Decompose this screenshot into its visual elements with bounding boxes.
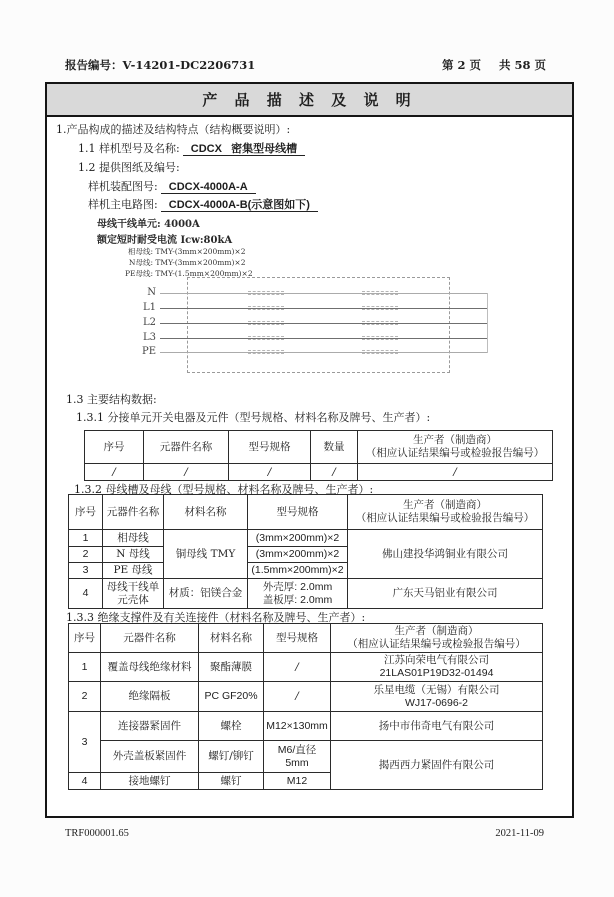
cell-name: PE 母线 xyxy=(103,563,164,579)
footer-date: 2021-11-09 xyxy=(495,828,544,839)
cell-producer xyxy=(331,653,543,682)
table-row xyxy=(69,653,543,682)
section131-heading: 1.3.1 分接单元开关电器及元件（型号规格、材料名称及牌号、生产者）: xyxy=(76,411,431,424)
col-header-seq: 序号 xyxy=(69,495,103,530)
col-header-material: 材料名称 xyxy=(164,495,248,530)
cell-material: 螺栓 xyxy=(199,712,264,741)
spec-n-bus-label: N母线: xyxy=(128,258,153,267)
bus-joint-mark xyxy=(248,306,284,310)
circuit-drawing-value: CDCX-4000A-B(示意图如下) xyxy=(161,199,318,212)
cell-seq: / xyxy=(85,464,144,481)
item-1-1-value: CDCX 密集型母线槽 xyxy=(183,143,305,156)
table-switch-components xyxy=(84,430,553,481)
item-1-1 xyxy=(78,140,305,156)
assembly-drawing xyxy=(88,178,256,194)
producer-header-line2: （相应认证结果编号或检验报告编号） xyxy=(347,638,526,650)
spec-pe-bus-value: TMY-(1.5mm×200mm)×2 xyxy=(155,269,253,278)
cell-seq: 2 xyxy=(69,682,101,712)
table-insulation-fasteners xyxy=(68,623,543,790)
cell-seq: 3 xyxy=(69,563,103,579)
cell-name: 覆盖母线绝缘材料 xyxy=(101,653,199,682)
section133-heading: 1.3.3 绝缘支撑件及有关连接件（材料名称及牌号、生产者）: xyxy=(66,611,366,624)
cell-producer: 扬中市伟奇电气有限公司 xyxy=(331,712,543,741)
producer-cert-no: WJ17-0696-2 xyxy=(404,696,469,709)
cell-material: 螺钉/铆钉 xyxy=(199,741,264,773)
circuit-drawing xyxy=(88,196,318,212)
cell-model: / xyxy=(229,464,311,481)
col-header-seq: 序号 xyxy=(85,431,144,464)
bus-joint-mark xyxy=(362,350,398,354)
cell-producer xyxy=(331,682,543,712)
cell-seq: 1 xyxy=(69,653,101,682)
spec-phase-bus-label: 相母线: xyxy=(127,247,153,256)
cell-material-merged: 铜母线 TMY xyxy=(164,530,248,579)
cell-model: M6/直径 5mm xyxy=(264,741,331,773)
bus-joint-mark xyxy=(362,321,398,325)
cell-model: (1.5mm×200mm)×2 xyxy=(248,563,348,579)
bus-label-l3: L3 xyxy=(142,332,156,343)
item-1-2-label: 1.2 提供图纸及编号: xyxy=(78,161,180,174)
bus-joint-mark xyxy=(362,336,398,340)
assembly-drawing-value: CDCX-4000A-A xyxy=(161,181,256,194)
table-row xyxy=(69,624,543,653)
bus-joint-mark xyxy=(248,350,284,354)
col-header-producer xyxy=(348,495,543,530)
spec-n-bus xyxy=(95,257,245,268)
spec-phase-bus-value: TMY-(3mm×200mm)×2 xyxy=(155,247,246,256)
col-header-name: 元器件名称 xyxy=(101,624,199,653)
cell-name: 连接器紧固件 xyxy=(101,712,199,741)
producer-name: 乐星电缆（无锡）有限公司 xyxy=(373,683,500,696)
col-header-material: 材料名称 xyxy=(199,624,264,653)
cell-model: (3mm×200mm)×2 xyxy=(248,547,348,563)
cover-thickness: 盖板厚: 2.0mm xyxy=(262,593,333,606)
cell-seq: 4 xyxy=(69,579,103,609)
producer-cert-no: 21LAS01P19D32-01494 xyxy=(379,667,494,679)
producer-header-line1: 生产者（制造商） xyxy=(403,499,487,511)
shell-thickness: 外壳厚: 2.0mm xyxy=(262,580,333,593)
report-number: 报告编号：V-14201-DC2206731 xyxy=(65,58,256,72)
bus-joint-mark xyxy=(362,291,398,295)
bus-joint-mark xyxy=(362,306,398,310)
bus-label-n: N xyxy=(147,287,156,298)
footer-form-number: TRF000001.65 xyxy=(65,828,129,839)
cell-material: 螺钉 xyxy=(199,773,264,790)
cell-name: 母线干线单元壳体 xyxy=(103,579,164,609)
table-row xyxy=(69,741,543,773)
table-row xyxy=(69,530,543,547)
circuit-drawing-label: 样机主电路图: xyxy=(88,198,158,211)
producer-header-line1: 生产者（制造商） xyxy=(394,625,479,637)
bus-conductor-l1 xyxy=(160,308,487,309)
page-indicator xyxy=(442,57,546,73)
bus-end-connector-line xyxy=(487,293,488,353)
table-row xyxy=(69,495,543,530)
table-row xyxy=(69,712,543,741)
cell-producer: / xyxy=(358,464,553,481)
col-header-seq: 序号 xyxy=(69,624,101,653)
spec-icw-rating: 额定短时耐受电流 Icw:80kA xyxy=(97,235,233,246)
table-row xyxy=(85,464,553,481)
spec-pe-bus-label: PE母线: xyxy=(124,269,153,278)
bus-label-l2: L2 xyxy=(142,317,156,328)
col-header-qty: 数量 xyxy=(311,431,358,464)
producer-header-line1: 生产者（制造商） xyxy=(413,434,497,446)
cell-seq: 4 xyxy=(69,773,101,790)
cell-model: M12×130mm xyxy=(264,712,331,741)
cell-name: 相母线 xyxy=(103,530,164,547)
cell-seq: 2 xyxy=(69,547,103,563)
bus-joint-mark xyxy=(248,336,284,340)
cell-name: / xyxy=(144,464,229,481)
cell-name: 接地螺钉 xyxy=(101,773,199,790)
assembly-drawing-label: 样机装配图号: xyxy=(88,180,158,193)
page-title: 产 品 描 述 及 说 明 xyxy=(45,82,574,117)
col-header-producer xyxy=(358,431,553,464)
cell-producer-merged: 佛山建投华鸿铜业有限公司 xyxy=(348,530,543,579)
table-row xyxy=(69,579,543,609)
busway-unit-outline xyxy=(187,277,450,373)
section13-heading: 1.3 主要结构数据: xyxy=(66,393,157,406)
col-header-producer xyxy=(331,624,543,653)
cell-material: 材质：铝镁合金 xyxy=(164,579,248,609)
cell-qty: / xyxy=(311,464,358,481)
cell-model: (3mm×200mm)×2 xyxy=(248,530,348,547)
col-header-model: 型号规格 xyxy=(264,624,331,653)
bus-conductor-pe xyxy=(160,352,487,353)
cell-model: / xyxy=(264,682,331,712)
spec-unit-rating: 母线干线单元: 4000A xyxy=(97,219,200,230)
page-current: 第 2 页 xyxy=(441,58,481,72)
cell-model: / xyxy=(264,653,331,682)
section132-heading: 1.3.2 母线槽及母线（型号规格、材料名称及牌号、生产者）: xyxy=(74,483,374,496)
bus-joint-mark xyxy=(248,321,284,325)
spec-n-bus-value: TMY-(3mm×200mm)×2 xyxy=(155,258,246,267)
cell-material: PC GF20% xyxy=(199,682,264,712)
bus-label-pe: PE xyxy=(141,346,156,357)
cell-producer: 广东天马铝业有限公司 xyxy=(348,579,543,609)
cell-material: 聚酯薄膜 xyxy=(199,653,264,682)
item-1-1-label: 1.1 样机型号及名称: xyxy=(78,142,180,155)
bus-conductor-n xyxy=(160,293,487,294)
section1-heading: 1.产品构成的描述及结构特点（结构概要说明）: xyxy=(56,123,291,136)
cell-name: N 母线 xyxy=(103,547,164,563)
producer-header-line2: （相应认证结果编号或检验报告编号） xyxy=(355,512,535,524)
table-busbar xyxy=(68,494,543,609)
cell-producer-merged: 揭西西力紧固件有限公司 xyxy=(331,741,543,790)
cell-seq: 1 xyxy=(69,530,103,547)
cell-name: 外壳盖板紧固件 xyxy=(101,741,199,773)
bus-joint-mark xyxy=(248,291,284,295)
producer-name: 江苏向荣电气有限公司 xyxy=(384,654,489,666)
cell-model xyxy=(248,579,348,609)
cell-name: 绝缘隔板 xyxy=(101,682,199,712)
bus-conductor-l3 xyxy=(160,338,487,339)
table-row xyxy=(85,431,553,464)
col-header-model: 型号规格 xyxy=(248,495,348,530)
col-header-model: 型号规格 xyxy=(229,431,311,464)
col-header-name: 元器件名称 xyxy=(144,431,229,464)
producer-header-line2: （相应认证结果编号或检验报告编号） xyxy=(365,447,545,459)
table-row xyxy=(69,682,543,712)
col-header-name: 元器件名称 xyxy=(103,495,164,530)
bus-label-l1: L1 xyxy=(142,302,156,313)
spec-phase-bus xyxy=(95,246,245,257)
cell-model: M12 xyxy=(264,773,331,790)
cell-seq-merged: 3 xyxy=(69,712,101,773)
page-total: 共 58 页 xyxy=(498,58,546,72)
bus-conductor-l2 xyxy=(160,323,487,324)
